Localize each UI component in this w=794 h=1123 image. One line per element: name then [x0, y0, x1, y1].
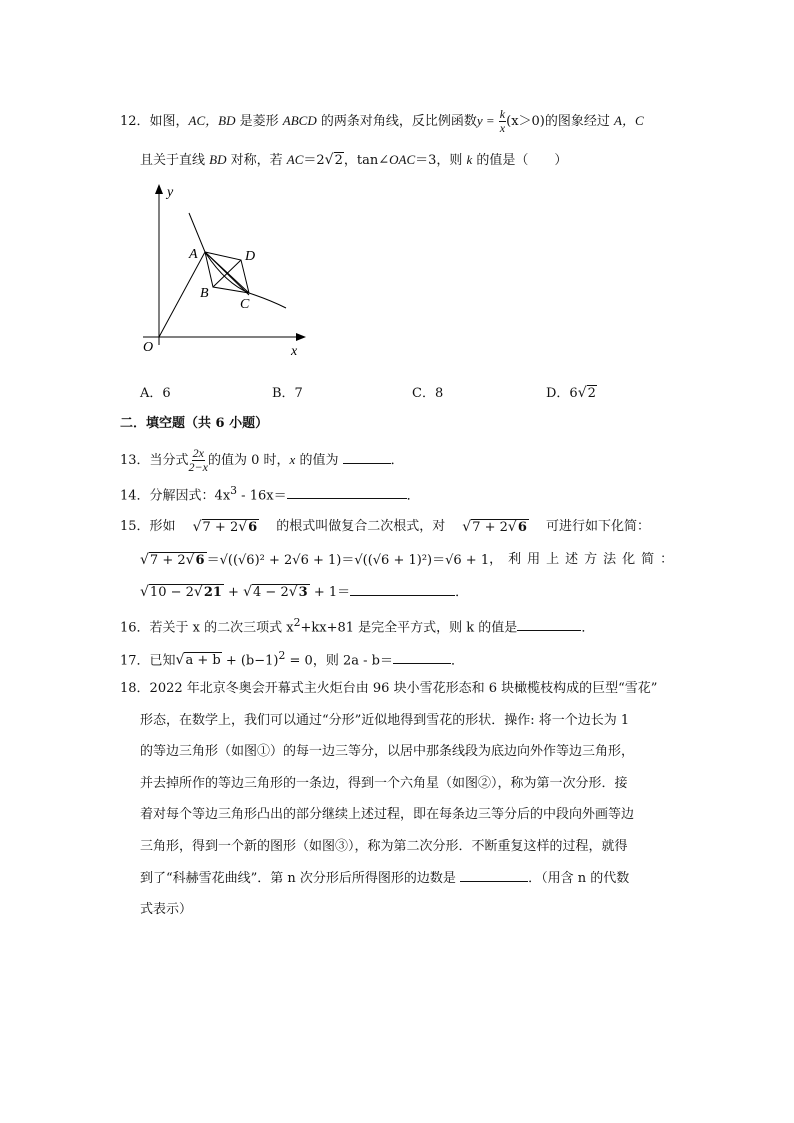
q18-line: 式表示） [140, 902, 193, 917]
q14-text: 14．分解因式：4x [120, 488, 231, 504]
q17-text: ． [450, 653, 464, 669]
radicand: 4 − 2 [253, 585, 289, 600]
numerator: 2x [192, 446, 204, 460]
radicand: 6 [517, 520, 527, 535]
radicand: a + b [185, 653, 221, 669]
answer-blank[interactable] [460, 869, 528, 882]
radicand: 2 [587, 386, 596, 401]
q18-line: 着对每个等边三角形凸出的部分继续上述过程，即在每条边三等分后的中段向外画等边 [140, 807, 635, 822]
q18-line7 [140, 869, 629, 888]
radicand: 7 + 2 [202, 520, 239, 535]
answer-blank[interactable] [517, 618, 581, 631]
label-y: y [167, 185, 174, 200]
q16-text: 16．若关于 x 的二次三项式 x [120, 620, 294, 636]
q15-text: 15．形如 [120, 519, 176, 534]
option-b[interactable]: B．7 [272, 386, 303, 401]
q12-text: BD [209, 152, 227, 167]
q13 [120, 447, 404, 474]
q13-text: x [289, 452, 296, 467]
label-x: x [291, 344, 298, 359]
q16-text: ． [581, 620, 595, 636]
q13-text: 的值为 0 时， [207, 453, 290, 468]
q15-line3: √10 − 2√21 + √4 − 2√3 + 1＝ ． [140, 584, 469, 600]
q15-line1 [120, 518, 650, 537]
q14-text: ． [406, 488, 420, 504]
label-D: D [245, 249, 256, 264]
exponent: 2 [293, 616, 301, 629]
q15-text: 的根式叫做复合二次根式，对 [276, 519, 446, 534]
q12-text: ABCD [282, 113, 317, 128]
sqrt: √2 [324, 152, 343, 168]
q15-line2: √7 + 2√6 ＝√((√6)² + 2√6 + 1)＝√((√6 + 1)²)＝√6 + 1 ，利用上述方法化简： [140, 552, 680, 568]
denominator: 2−x [188, 460, 208, 474]
sqrt: √7 + 2√6 [462, 519, 527, 535]
q12-text: 的图象经过 [544, 114, 615, 129]
q17: 17．已知$√a + b + (b-1)^2 = 0$，则 2a - b＝ ． [120, 649, 464, 669]
radicand: 6 [195, 553, 205, 568]
q18-line: 18．2022 年北京冬奥会开幕式主火炬台由 96 块小雪花形态和 6 块橄榄枝构成的巨型“雪花” [120, 681, 658, 696]
radicand: 7 + 2 [472, 520, 508, 535]
q15-text: ． [455, 585, 469, 600]
q18-line: 的等边三角形（如图①）的每一边三等分，以居中那条线段为底边向外作等边三角形， [140, 744, 635, 759]
fraction [189, 447, 208, 474]
option-d[interactable]: D．6√2 [546, 385, 596, 401]
q12-text: 的值是（ ） [472, 153, 568, 168]
q12-text: AC [286, 152, 304, 167]
sqrt: √7 + 2√6 [192, 519, 258, 535]
radicand: 21 [203, 585, 222, 600]
q13-text: 13．当分式 [120, 453, 189, 468]
radicand: 2 [334, 153, 343, 168]
label-O: O [143, 340, 154, 355]
exponent: 3 [230, 484, 238, 497]
q17-text: = 0，则 2a - b＝ [285, 653, 393, 669]
answer-blank[interactable] [287, 486, 407, 499]
q12-line1 [120, 108, 644, 135]
diagonal-AC-2 [205, 252, 249, 295]
answer-blank[interactable] [350, 583, 455, 596]
q12-text: 是菱形 [235, 114, 283, 129]
label-C: C [240, 297, 250, 312]
y-axis-arrow [155, 184, 163, 194]
option-c[interactable]: C．8 [412, 386, 444, 401]
q12-text: 且关于直线 [140, 153, 210, 168]
q13-text: ． [390, 453, 404, 468]
numerator: k [499, 107, 506, 121]
q12-text: AC，BD [188, 113, 236, 128]
q15-expression: ＝√((√6)² + 2√6 + 1)＝√((√6 + 1)²)＝√6 + 1 [206, 553, 490, 568]
option-a[interactable]: A．6 [140, 386, 171, 401]
label-B: B [200, 286, 209, 301]
q12-text: A，C [614, 113, 644, 128]
answer-blank[interactable] [393, 651, 451, 664]
q12-text: 对称，若 [226, 153, 287, 168]
option-d-label: D．6 [546, 386, 578, 401]
rhombus-figure [130, 180, 320, 360]
q15-text: + [223, 585, 244, 600]
answer-blank[interactable] [343, 451, 391, 464]
q12-line2 [140, 151, 567, 170]
exponent: 2 [278, 649, 286, 662]
q18-text: 到了“科赫雪花曲线”．第 n 次分形后所得图形的边数是 [140, 871, 461, 886]
q15-text: ，利用上述方法化简： [489, 552, 680, 567]
q12-text: ＝2 [303, 153, 325, 168]
q16-text: +kx+81 是完全平方式，则 k 的值是 [300, 620, 518, 636]
q14-text: - 16x＝ [237, 488, 287, 504]
q12-text: ＝3，则 [415, 153, 467, 168]
q17-text: 17．已知 [120, 653, 176, 669]
q18-line: 三角形，得到一个新的图形（如图③），称为第二次分形．不断重复这样的过程，就得 [140, 839, 628, 854]
q18-line: 形态，在数学上，我们可以通过“分形”近似地得到雪花的形状．操作: 将一个边长为 1 [140, 713, 630, 728]
radicand: 7 + 2 [149, 553, 186, 568]
q13-text: 的值为 [295, 453, 343, 468]
q15-text: + 1＝ [309, 585, 351, 600]
q12-text: k [466, 152, 473, 167]
label-A: A [189, 247, 198, 262]
radicand: 3 [298, 585, 308, 600]
q14 [120, 482, 420, 505]
q15-text: 可进行如下化简： [545, 519, 650, 534]
q18-line: 并去掉所作的等边三角形的一条边，得到一个六角星（如图②），称为第一次分形．接 [140, 776, 628, 791]
function-lhs: y = [476, 113, 495, 128]
q12-text: 12．如图， [120, 114, 189, 129]
q12-text: 的两条对角线，反比例函数 [316, 114, 477, 129]
radicand: 6 [248, 520, 258, 535]
radicand: 10 − 2 [149, 585, 194, 600]
x-axis-arrow [296, 333, 306, 341]
q18-text: ．（用含 n 的代数 [528, 871, 630, 886]
q17-text: + (b−1) [221, 653, 279, 669]
segment-OA [159, 252, 205, 337]
denominator: x [499, 121, 506, 135]
q12-text: OAC [389, 152, 416, 167]
q12-text: ，tan∠ [343, 153, 390, 168]
function-condition: (x＞0) [506, 114, 545, 129]
section-title: 二．填空题（共 6 小题） [120, 416, 269, 431]
q16 [120, 614, 594, 637]
